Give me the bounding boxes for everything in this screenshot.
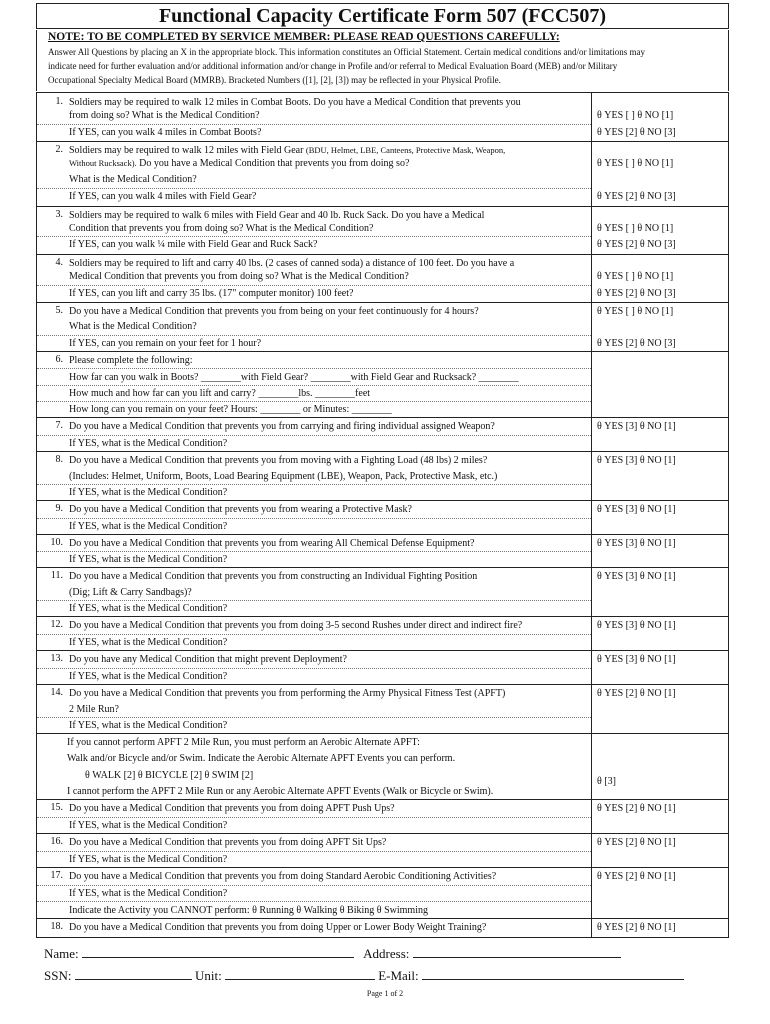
question-number: 5. [55, 305, 63, 316]
question-number: 13. [50, 653, 63, 664]
answer-choice[interactable]: θ [3] [597, 776, 616, 787]
question-followup: If YES, can you lift and carry 35 lbs. (17" computer monitor) 100 feet? [69, 288, 354, 299]
ssn-label: SSN: [44, 968, 72, 983]
question-number: 10. [50, 537, 63, 548]
question-followup: If YES, what is the Medical Condition? [69, 554, 228, 565]
questions-table [36, 92, 729, 938]
form-title: Functional Capacity Certificate Form 507 (FCC507) [158, 5, 607, 27]
row-divider [37, 650, 728, 651]
question-number: 15. [50, 802, 63, 813]
answer-choice[interactable]: θ YES [2] θ NO [3] [597, 338, 676, 349]
question-text: Do you have a Medical Condition that prevents you from doing so? [139, 158, 410, 169]
row-divider [37, 188, 591, 189]
row-divider [37, 368, 591, 369]
row-divider [37, 435, 591, 436]
row-divider [37, 385, 591, 386]
question-text [69, 144, 505, 157]
question-text[interactable]: How far can you walk in Boots? ________with Field Gear? ________with Field Gear and Rucksack? ________ [69, 372, 519, 383]
page-number: Page 1 of 2 [366, 989, 404, 998]
answer-choice[interactable]: θ YES [2] θ NO [3] [597, 288, 676, 299]
answer-choice[interactable]: θ YES [ ] θ NO [1] [597, 158, 674, 169]
question-number: 4. [55, 257, 63, 268]
question-followup: If YES, can you walk 4 miles with Field Gear? [69, 191, 257, 202]
row-divider [37, 141, 728, 142]
question-text: (Dig; Lift & Carry Sandbags)? [69, 587, 192, 598]
name-label: Name: [44, 946, 79, 961]
answer-choice[interactable]: θ YES [3] θ NO [1] [597, 571, 676, 582]
question-text: 2 Mile Run? [69, 704, 119, 715]
row-divider [37, 518, 591, 519]
row-divider [37, 254, 728, 255]
answer-choice[interactable]: θ YES [3] θ NO [1] [597, 538, 676, 549]
question-followup: If YES, what is the Medical Condition? [69, 820, 228, 831]
row-divider [37, 684, 728, 685]
question-number: 1. [55, 96, 63, 107]
answer-choice[interactable]: θ YES [2] θ NO [1] [597, 871, 676, 882]
row-divider [37, 600, 591, 601]
aerobic-alternate-text: Walk and/or Bicycle and/or Swim. Indicate the Aerobic Alternate APFT Events you can perform. [67, 753, 456, 764]
activity-options[interactable]: Indicate the Activity you CANNOT perform: θ Running θ Walking θ Biking θ Swimming [69, 905, 428, 916]
question-text: Do you have a Medical Condition that prevents you from constructing an Individual Fighting Position [69, 571, 478, 582]
question-text[interactable]: How much and how far can you lift and carry? ________lbs. ________feet [69, 388, 371, 399]
answer-choice[interactable]: θ YES [ ] θ NO [1] [597, 306, 674, 317]
question-text: Do you have a Medical Condition that prevents you from wearing All Chemical Defense Equipment? [69, 538, 475, 549]
row-divider [37, 867, 728, 868]
question-text: Do you have a Medical Condition that prevents you from moving with a Fighting Load (48 lbs) 2 miles? [69, 455, 488, 466]
question-text: Soldiers may be required to walk 6 miles with Field Gear and 40 lb. Ruck Sack. Do you have a Medical [69, 210, 485, 221]
question-text: Medical Condition that prevents you from doing so? What is the Medical Condition? [69, 271, 409, 282]
question-number: 18. [50, 921, 63, 932]
row-divider [37, 285, 591, 286]
question-followup: If YES, what is the Medical Condition? [69, 888, 228, 899]
question-number: 11. [50, 570, 63, 581]
row-divider [37, 668, 591, 669]
row-divider [37, 885, 591, 886]
question-text: Soldiers may be required to walk 12 miles in Combat Boots. Do you have a Medical Condition that prevents you [69, 97, 521, 108]
question-text: Do you have any Medical Condition that might prevent Deployment? [69, 654, 347, 665]
question-followup: If YES, what is the Medical Condition? [69, 603, 228, 614]
row-divider [37, 567, 728, 568]
row-divider [37, 534, 728, 535]
question-text-small: Without Rucksack). [69, 158, 137, 168]
answer-choice[interactable]: θ YES [3] θ NO [1] [597, 654, 676, 665]
row-divider [37, 733, 728, 734]
question-followup: If YES, can you remain on your feet for 1 hour? [69, 338, 262, 349]
answer-choice[interactable]: θ YES [ ] θ NO [1] [597, 271, 674, 282]
row-divider [37, 817, 591, 818]
question-text: What is the Medical Condition? [69, 321, 197, 332]
note-line: Answer All Questions by placing an X in the appropriate block. This information constitutes an Official Statement. Certain medical conditions and/or limitations may [48, 47, 646, 57]
answer-column-divider [591, 93, 592, 937]
aerobic-alternate-text: If you cannot perform APFT 2 Mile Run, you must perform an Aerobic Alternate APFT: [67, 737, 420, 748]
footer-row-1 [44, 944, 621, 962]
question-text: Do you have a Medical Condition that prevents you from doing Standard Aerobic Conditioning Activities? [69, 871, 497, 882]
answer-choice[interactable]: θ YES [2] θ NO [1] [597, 922, 676, 933]
question-text: Do you have a Medical Condition that prevents you from doing APFT Sit Ups? [69, 837, 387, 848]
name-field[interactable] [82, 944, 354, 958]
row-divider [37, 799, 728, 800]
footer-row-2 [44, 966, 684, 984]
answer-choice[interactable]: θ YES [2] θ NO [1] [597, 688, 676, 699]
question-text [69, 157, 409, 170]
row-divider [37, 616, 728, 617]
answer-choice[interactable]: θ YES [3] θ NO [1] [597, 620, 676, 631]
question-text: Do you have a Medical Condition that prevents you from carrying and firing individual assigned Weapon? [69, 421, 495, 432]
aerobic-alternate-text: I cannot perform the APFT 2 Mile Run or any Aerobic Alternate APFT Events (Walk or Bicycle or Swim). [67, 786, 494, 797]
note-line: indicate need for further evaluation and/or additional information and/or change in Profile and/or referral to Medical Evaluation Board (MEB) and/or Military [48, 61, 618, 71]
note-heading: NOTE: TO BE COMPLETED BY SERVICE MEMBER: PLEASE READ QUESTIONS CAREFULLY: [48, 31, 560, 43]
question-followup: If YES, what is the Medical Condition? [69, 671, 228, 682]
row-divider [37, 851, 591, 852]
row-divider [37, 484, 591, 485]
answer-choice[interactable]: θ YES [2] θ NO [1] [597, 803, 676, 814]
question-text: Soldiers may be required to lift and carry 40 lbs. (2 cases of canned soda) a distance of 100 feet. Do you have a [69, 258, 515, 269]
row-divider [37, 901, 591, 902]
question-number: 16. [50, 836, 63, 847]
question-number: 12. [50, 619, 63, 630]
answer-choice[interactable]: θ YES [3] θ NO [1] [597, 455, 676, 466]
row-divider [37, 124, 591, 125]
address-field[interactable] [413, 944, 621, 958]
email-field[interactable] [422, 966, 684, 980]
row-divider [37, 302, 728, 303]
question-text: Do you have a Medical Condition that prevents you from being on your feet continuously for 4 hours? [69, 306, 479, 317]
question-number: 2. [55, 144, 63, 155]
ssn-field[interactable] [75, 966, 192, 980]
unit-label: Unit: [194, 968, 222, 983]
email-label: E-Mail: [378, 968, 419, 983]
question-text: What is the Medical Condition? [69, 174, 197, 185]
unit-field[interactable] [225, 966, 375, 980]
question-followup: If YES, what is the Medical Condition? [69, 521, 228, 532]
question-number: 9. [55, 503, 63, 514]
answer-choice[interactable]: θ YES [3] θ NO [1] [597, 504, 676, 515]
answer-choice[interactable]: θ YES [2] θ NO [3] [597, 127, 676, 138]
row-divider [37, 634, 591, 635]
answer-choice[interactable]: θ YES [ ] θ NO [1] [597, 223, 674, 234]
question-text: Do you have a Medical Condition that prevents you from doing APFT Push Ups? [69, 803, 395, 814]
row-divider [37, 451, 728, 452]
note-line: Occupational Specialty Medical Board (MMRB). Bracketed Numbers ([1], [2], [3]) may be reflected in your Physical Profile. [48, 75, 501, 85]
row-divider [37, 236, 591, 237]
row-divider [37, 351, 728, 352]
row-divider [37, 833, 728, 834]
question-followup: If YES, what is the Medical Condition? [69, 720, 228, 731]
question-number: 8. [55, 454, 63, 465]
row-divider [37, 918, 728, 919]
question-text: Do you have a Medical Condition that prevents you from doing Upper or Lower Body Weight Training? [69, 922, 487, 933]
form-title-box [36, 3, 729, 29]
question-text: (Includes: Helmet, Uniform, Boots, Load Bearing Equipment (LBE), Weapon, Pack, Protective Mask, etc.) [69, 471, 498, 482]
question-followup: If YES, what is the Medical Condition? [69, 438, 228, 449]
question-text: Please complete the following: [69, 355, 193, 366]
answer-choice[interactable]: θ YES [2] θ NO [3] [597, 191, 676, 202]
answer-choice[interactable]: θ YES [ ] θ NO [1] [597, 110, 674, 121]
instructions-note [36, 30, 729, 91]
answer-choice[interactable]: θ YES [2] θ NO [1] [597, 837, 676, 848]
question-followup: If YES, can you walk 4 miles in Combat Boots? [69, 127, 262, 138]
question-text: Soldiers may be required to walk 12 miles with Field Gear [69, 145, 304, 156]
question-number: 7. [55, 420, 63, 431]
aerobic-alternate-options[interactable]: θ WALK [2] θ BICYCLE [2] θ SWIM [2] [85, 770, 254, 781]
address-label: Address: [363, 946, 410, 961]
question-followup: If YES, what is the Medical Condition? [69, 637, 228, 648]
answer-choice[interactable]: θ YES [2] θ NO [3] [597, 239, 676, 250]
question-text: Do you have a Medical Condition that prevents you from wearing a Protective Mask? [69, 504, 412, 515]
question-text: from doing so? What is the Medical Condition? [69, 110, 260, 121]
question-followup: If YES, can you walk ¼ mile with Field Gear and Ruck Sack? [69, 239, 318, 250]
row-divider [37, 206, 728, 207]
row-divider [37, 717, 591, 718]
row-divider [37, 551, 591, 552]
question-number: 3. [55, 209, 63, 220]
row-divider [37, 417, 728, 418]
question-number: 14. [50, 687, 63, 698]
row-divider [37, 401, 591, 402]
answer-choice[interactable]: θ YES [3] θ NO [1] [597, 421, 676, 432]
row-divider [37, 335, 591, 336]
question-text-small: (BDU, Helmet, LBE, Canteens, Protective Mask, Weapon, [305, 145, 506, 155]
question-text: Condition that prevents you from doing so? What is the Medical Condition? [69, 223, 374, 234]
question-number: 6. [55, 354, 63, 365]
row-divider [37, 500, 728, 501]
question-text: Do you have a Medical Condition that prevents you from doing 3-5 second Rushes under direct and indirect fire? [69, 620, 523, 631]
question-text[interactable]: How long can you remain on your feet? Hours: ________ or Minutes: ________ [69, 404, 392, 415]
question-followup: If YES, what is the Medical Condition? [69, 487, 228, 498]
question-followup: If YES, what is the Medical Condition? [69, 854, 228, 865]
question-text: Do you have a Medical Condition that prevents you from performing the Army Physical Fitness Test (APFT) [69, 688, 506, 699]
question-number: 17. [50, 870, 63, 881]
